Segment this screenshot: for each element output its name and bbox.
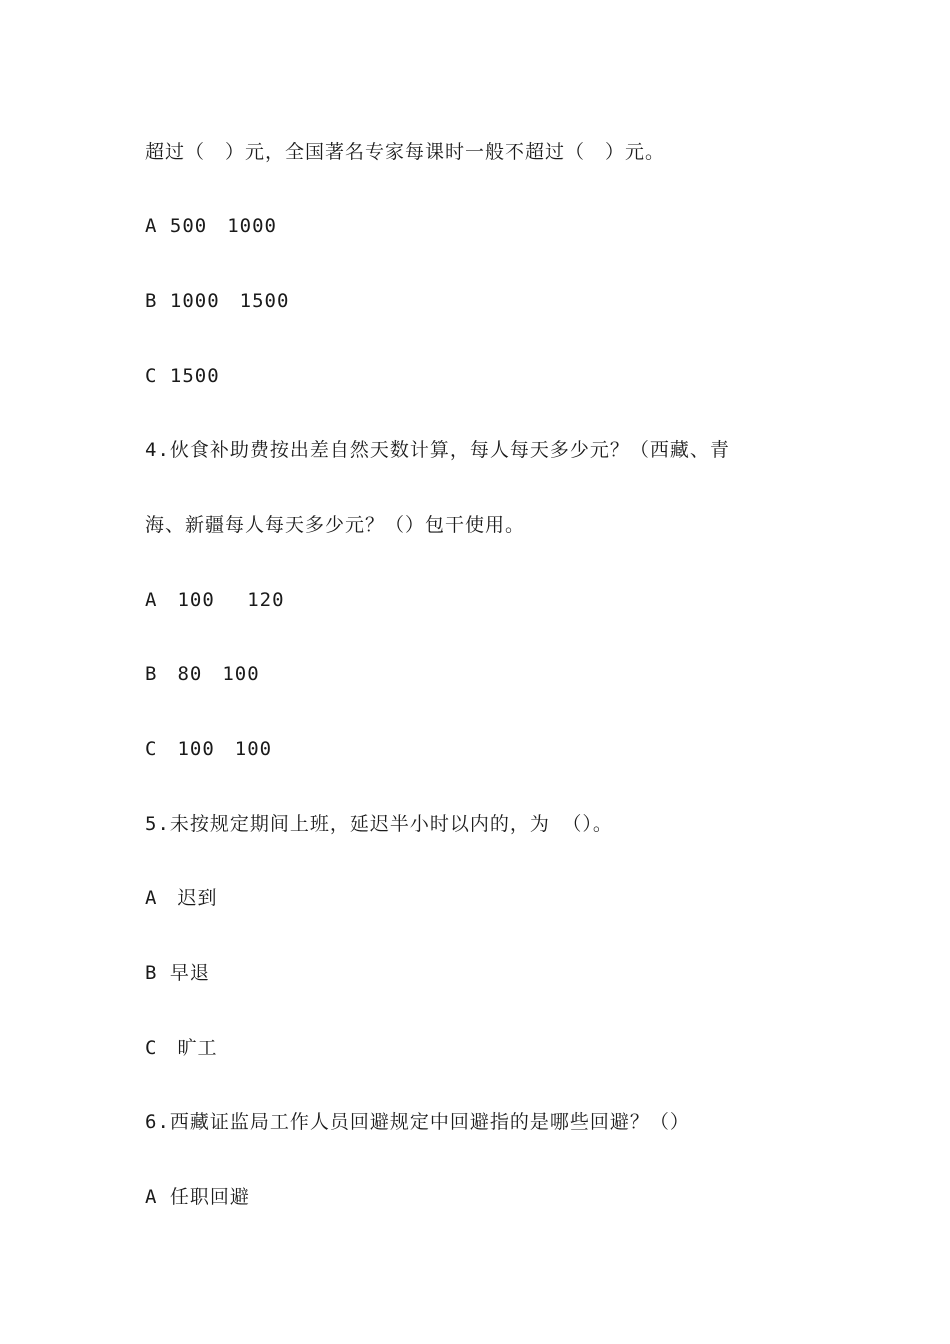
question-3-option-a: A 500 1000 [145,215,277,237]
question-4-text-continuation: 海、新疆每人每天多少元？（）包干使用。 [145,514,526,536]
question-5-text: 5.未按规定期间上班，延迟半小时以内的，为 （）。 [145,813,613,835]
question-6-option-a: A 任职回避 [145,1186,250,1208]
question-3-option-b: B 1000 1500 [145,290,290,312]
question-5-option-a: A 迟到 [145,887,218,909]
question-4-option-b: B 80 100 [145,663,260,685]
question-5-option-b: B 早退 [145,962,210,984]
question-4-option-a: A 100 120 [145,589,285,611]
question-3-option-c: C 1500 [145,365,220,387]
question-6-text: 6.西藏证监局工作人员回避规定中回避指的是哪些回避？（） [145,1111,690,1133]
question-3-continuation: 超过（ ）元，全国著名专家每课时一般不超过（ ）元。 [145,141,666,163]
question-4-option-c: C 100 100 [145,738,273,760]
question-5-option-c: C 旷工 [145,1037,218,1059]
question-4-text: 4.伙食补助费按出差自然天数计算，每人每天多少元？（西藏、青 [145,439,730,461]
